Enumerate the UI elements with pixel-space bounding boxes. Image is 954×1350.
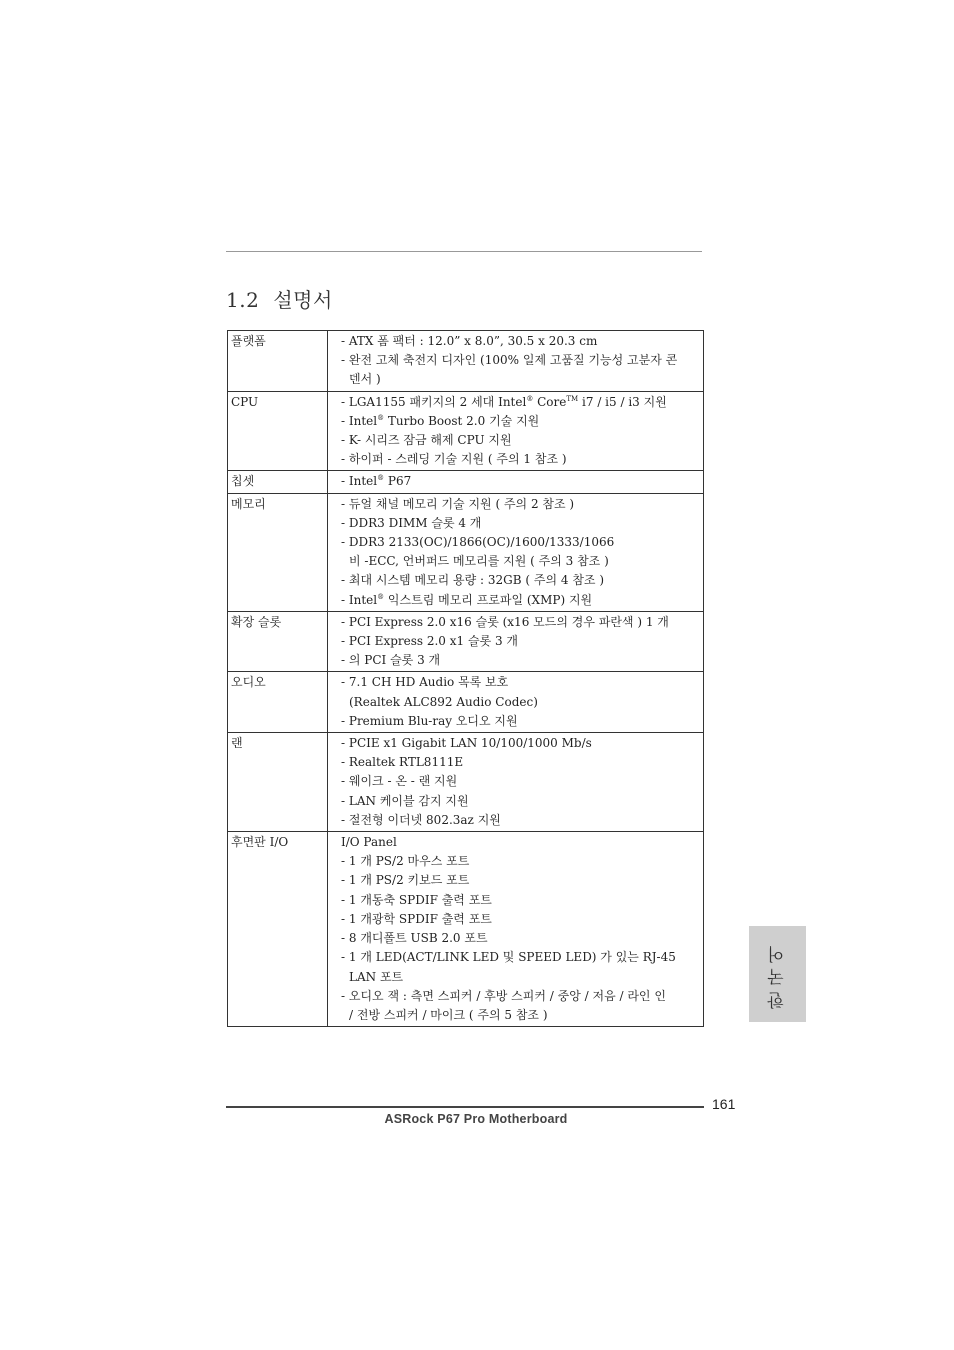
spec-line: - 듀얼 채널 메모리 기술 지원 ( 주의 2 참조 ) — [341, 496, 575, 511]
spec-value — [328, 493, 704, 611]
spec-value — [328, 391, 704, 471]
footer-rule — [226, 1106, 704, 1108]
spec-line: - DDR3 2133(OC)/1866(OC)/1600/1333/1066 — [341, 535, 615, 550]
spec-line: - 완전 고체 축전지 디자인 (100% 일제 고품질 기능성 고분자 콘 — [341, 353, 678, 368]
top-rule — [226, 251, 702, 252]
spec-line: - K- 시리즈 잠금 해제 CPU 지원 — [341, 433, 512, 448]
spec-row — [228, 832, 704, 1027]
language-tab — [749, 926, 806, 1022]
language-tab-label: 한국어 — [768, 939, 788, 1009]
spec-line: - 의 PCI 슬롯 3 개 — [341, 653, 441, 668]
spec-line: - 최대 시스템 메모리 용량 : 32GB ( 주의 4 참조 ) — [341, 573, 605, 588]
spec-line: I/O Panel — [341, 835, 397, 850]
spec-line: - Premium Blu-ray 오디오 지원 — [341, 713, 518, 728]
spec-label: 랜 — [228, 733, 328, 832]
spec-line: - 8 개디폴트 USB 2.0 포트 — [341, 931, 488, 946]
spec-label: 확장 슬롯 — [228, 611, 328, 672]
spec-line: - LGA1155 패키지의 2 세대 Intel® Core™ i7 / i5 / i3 지원 — [341, 394, 667, 409]
spec-line: / 전방 스피커 / 마이크 ( 주의 5 참조 ) — [349, 1007, 548, 1022]
spec-line: - Intel® 익스트림 메모리 프로파일 (XMP) 지원 — [341, 592, 593, 607]
spec-row — [228, 493, 704, 611]
spec-row — [228, 391, 704, 471]
spec-label: 칩셋 — [228, 471, 328, 493]
spec-table — [227, 330, 704, 1027]
spec-line: - 1 개광학 SPDIF 출력 포트 — [341, 911, 492, 926]
spec-line: - 절전형 이더넷 802.3az 지원 — [341, 812, 501, 827]
spec-row — [228, 672, 704, 733]
section-heading — [226, 284, 333, 313]
spec-row — [228, 611, 704, 672]
spec-line: - DDR3 DIMM 슬롯 4 개 — [341, 515, 482, 530]
spec-value — [328, 832, 704, 1027]
spec-line: - Realtek RTL8111E — [341, 755, 464, 770]
spec-line: - Intel® Turbo Boost 2.0 기술 지원 — [341, 413, 540, 428]
spec-line: (Realtek ALC892 Audio Codec) — [349, 694, 538, 709]
section-title: 설명서 — [273, 288, 333, 312]
spec-value — [328, 611, 704, 672]
spec-line: - 1 개 PS/2 키보드 포트 — [341, 873, 470, 888]
footer-title: ASRock P67 Pro Motherboard — [384, 1112, 568, 1126]
spec-line: - PCI Express 2.0 x1 슬롯 3 개 — [341, 634, 519, 649]
spec-line: - ATX 폼 팩터 : 12.0” x 8.0”, 30.5 x 20.3 cm — [341, 334, 598, 348]
spec-line: LAN 포트 — [349, 969, 404, 984]
spec-line: - 오디오 잭 : 측면 스피커 / 후방 스피커 / 중앙 / 저음 / 라인 인 — [341, 988, 666, 1003]
spec-label: 오디오 — [228, 672, 328, 733]
spec-line: - 하이퍼 - 스레딩 기술 지원 ( 주의 1 참조 ) — [341, 452, 567, 467]
spec-value — [328, 672, 704, 733]
spec-line: - PCIE x1 Gigabit LAN 10/100/1000 Mb/s — [341, 736, 592, 751]
spec-line: - 1 개 PS/2 마우스 포트 — [341, 854, 470, 869]
spec-label: 메모리 — [228, 493, 328, 611]
spec-label: 후면판 I/O — [228, 832, 328, 1027]
spec-line: - 1 개 LED(ACT/LINK LED 및 SPEED LED) 가 있는 RJ-45 — [341, 950, 676, 965]
spec-value — [328, 733, 704, 832]
spec-label: CPU — [228, 391, 328, 471]
spec-line: - 1 개동축 SPDIF 출력 포트 — [341, 892, 492, 907]
spec-line: - 웨이크 - 온 - 랜 지원 — [341, 774, 458, 789]
spec-value — [328, 471, 704, 493]
spec-line: - PCI Express 2.0 x16 슬롯 (x16 모드의 경우 파란색 ) 1 개 — [341, 614, 669, 629]
section-number: 1.2 — [226, 288, 260, 312]
spec-line: - LAN 케이블 감지 지원 — [341, 793, 469, 808]
spec-line: - Intel® P67 — [341, 474, 412, 489]
page-number: 161 — [712, 1096, 736, 1112]
spec-value — [328, 331, 704, 392]
spec-line: 덴서 ) — [349, 372, 381, 387]
spec-label: 플랫폼 — [228, 331, 328, 392]
spec-row — [228, 471, 704, 493]
spec-row — [228, 733, 704, 832]
spec-line: - 7.1 CH HD Audio 목록 보호 — [341, 675, 509, 690]
spec-row — [228, 331, 704, 392]
spec-line: 비 -ECC, 언버퍼드 메모리를 지원 ( 주의 3 참조 ) — [349, 554, 609, 569]
